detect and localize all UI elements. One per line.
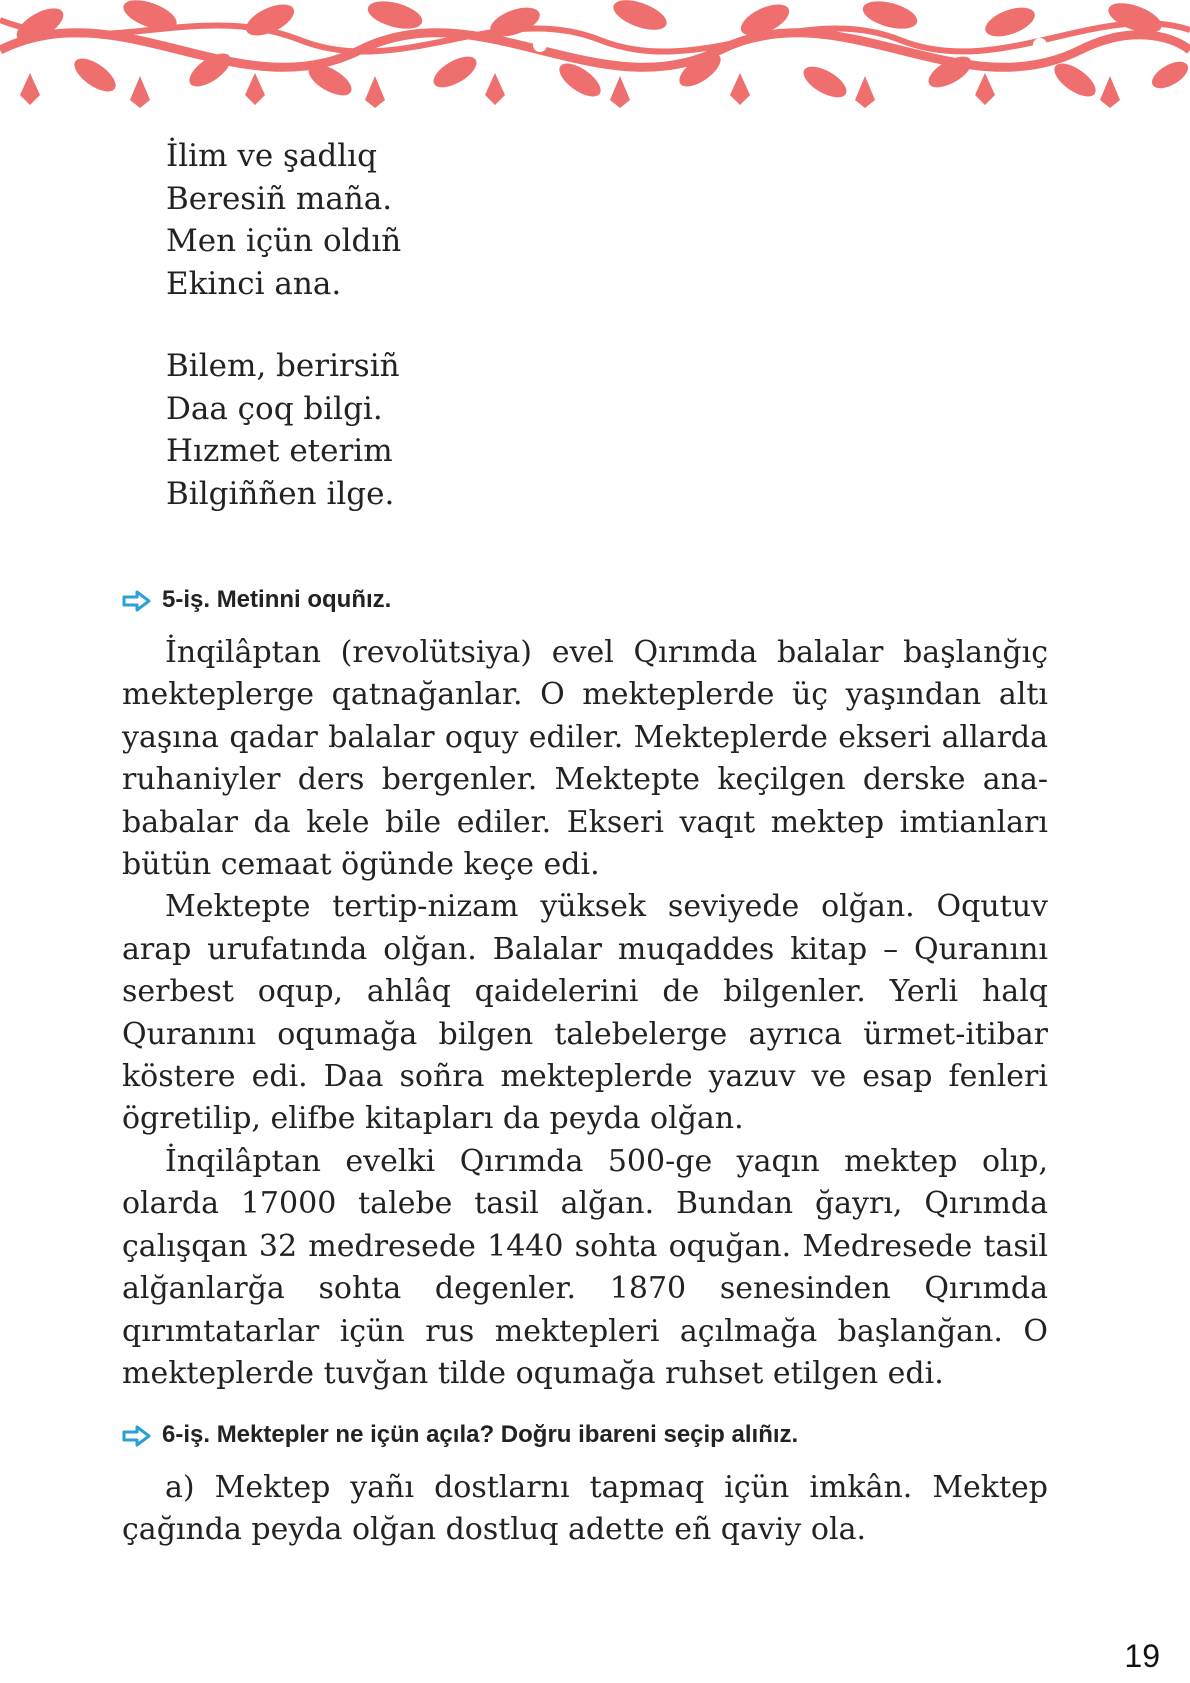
task-6-heading (122, 1420, 798, 1450)
answer-option-a: a) Mektep yañı dostlarnı tapmaq içün imkân. Mektep çağında peyda olğan dostluq adette eñ qaviy ola. (122, 1470, 1048, 1548)
poem-line: Bilgiññen ilge. (166, 475, 395, 512)
arrow-right-icon (122, 1425, 152, 1447)
poem (166, 135, 401, 555)
task-6-text (122, 1467, 1048, 1552)
poem-stanza (166, 135, 401, 305)
poem-line: Hızmet eterim (166, 433, 393, 469)
task-5-title: 5-iş. Metinni oquñız. (162, 586, 392, 613)
floral-border-ornament (0, 0, 1190, 120)
poem-line: Ekinci ana. (166, 265, 342, 302)
poem-line: İlim ve şadlıq (166, 138, 377, 174)
task-5-text (122, 632, 1048, 1395)
page-number: 19 (1124, 1638, 1160, 1674)
paragraph: İnqilâptan evelki Qırımda 500-ge yaqın mektep olıp, olarda 17000 talebe tasil alğan. Bundan ğayrı, Qırımda çalışqan 32 medresede 1440 sohta oquğan. Medresede tasil alğanlarğa sohta degenler. 1870 senesinden Qırımda qırımtatarlar içün rus mektepleri açılmağa başlanğan. O mekteplerde tuvğan tilde oqumağa ruhset etilgen edi. (122, 1143, 1048, 1391)
task-5-heading (122, 585, 391, 615)
arrow-right-icon (122, 590, 152, 612)
task-6-title: 6-iş. Mektepler ne içün açıla? Doğru ibareni seçip alıñız. (162, 1421, 799, 1448)
poem-line: Beresiñ maña. (166, 180, 393, 217)
paragraph: Mektepte tertip-nizam yüksek seviyede olğan. Oqutuv arap urufatında olğan. Balalar muqaddes kitap – Quranını serbest oqup, ahlâq qaidelerini de bilgenler. Yerli halq Quranını oqumağa bilgen talebelerge ayrıca ürmet-itibar köstere edi. Daa soñra mekteplerde yazuv ve esap fenleri ögretilip, elifbe kitapları da peyda olğan. (122, 889, 1048, 1137)
paragraph: İnqilâptan (revolütsiya) evel Qırımda balalar başlanğıç mekteplerge qatnağanlar. O mekteplerde üç yaşından altı yaşına qadar balalar oquy ediler. Mekteplerde ekseri allarda ruhaniyler ders bergenler. Mektepte keçilgen derske ana-babalar da kele bile ediler. Ekseri vaqıt mektep imtianları bütün cemaat ögünde keçe edi. (122, 635, 1048, 883)
poem-line: Daa çoq bilgi. (166, 390, 383, 427)
poem-stanza (166, 345, 401, 515)
poem-line: Men içün oldıñ (166, 223, 402, 259)
poem-line: Bilem, berirsiñ (166, 348, 400, 384)
